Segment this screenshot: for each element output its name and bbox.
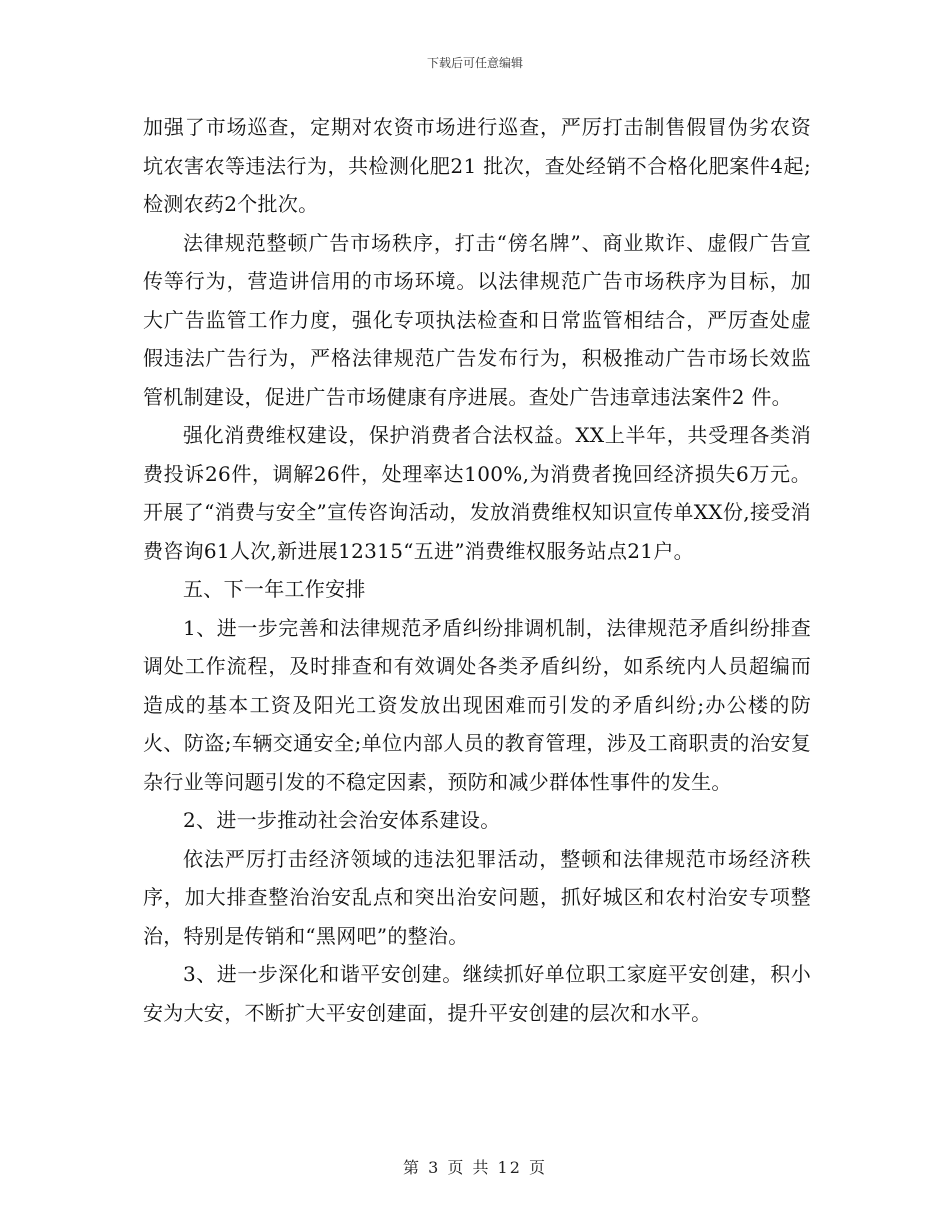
paragraph-item-1: 1、进一步完善和法律规范矛盾纠纷排调机制，法律规范矛盾纠纷排查调处工作流程，及时排查和有效调处各类矛盾纠纷，如系统内人员超编而造成的基本工资及阳光工资发放出现困难而引发的矛盾纠纷;办公楼的防火、防盗;车辆交通安全;单位内部人员的教育管理，涉及工商职责的治安复杂行业等问题引发的不稳定因素，预防和减少群体性事件的发生。 (143, 615, 811, 794)
page-footer: 第 3 页 共 12 页 (403, 1158, 547, 1177)
paragraph-item-2: 2、进一步推动社会治安体系建设。 (183, 808, 501, 832)
paragraph-1: 加强了市场巡查，定期对农资市场进行巡查，严厉打击制售假冒伪劣农资坑农害农等违法行为，共检测化肥21 批次，查处经销不合格化肥案件4起;检测农药2个批次。 (143, 115, 811, 216)
section-heading-5: 五、下一年工作安排 (183, 577, 366, 601)
paragraph-2: 法律规范整顿广告市场秩序，打击“傍名牌”、商业欺诈、虚假广告宣传等行为，营造讲信用的市场环境。以法律规范广告市场秩序为目标，加大广告监管工作力度，强化专项执法检查和日常监管相结合，严厉查处虚假违法广告行为，严格法律规范广告发布行为，积极推动广告市场长效监管机制建设，促进广告市场健康有序进展。查处广告违章违法案件2 件。 (143, 230, 811, 409)
paragraph-3: 强化消费维权建设，保护消费者合法权益。XX上半年，共受理各类消费投诉26件，调解26件，处理率达100%,为消费者挽回经济损失6万元。开展了“消费与安全”宣传咨询活动，发放消费维权知识宣传单XX份,接受消费咨询61人次,新进展12315“五进”消费维权服务站点21户。 (143, 423, 811, 563)
page-header: 下载后可任意编辑 (426, 56, 523, 70)
paragraph-item-3: 3、进一步深化和谐平安创建。继续抓好单位职工家庭平安创建，积小安为大安，不断扩大平安创建面，提升平安创建的层次和水平。 (143, 962, 811, 1025)
paragraph-item-2-detail: 依法严厉打击经济领域的违法犯罪活动，整顿和法律规范市场经济秩序，加大排查整治治安乱点和突出治安问题，抓好城区和农村治安专项整治，特别是传销和“黑网吧”的整治。 (143, 846, 811, 948)
document-body (143, 108, 811, 1032)
